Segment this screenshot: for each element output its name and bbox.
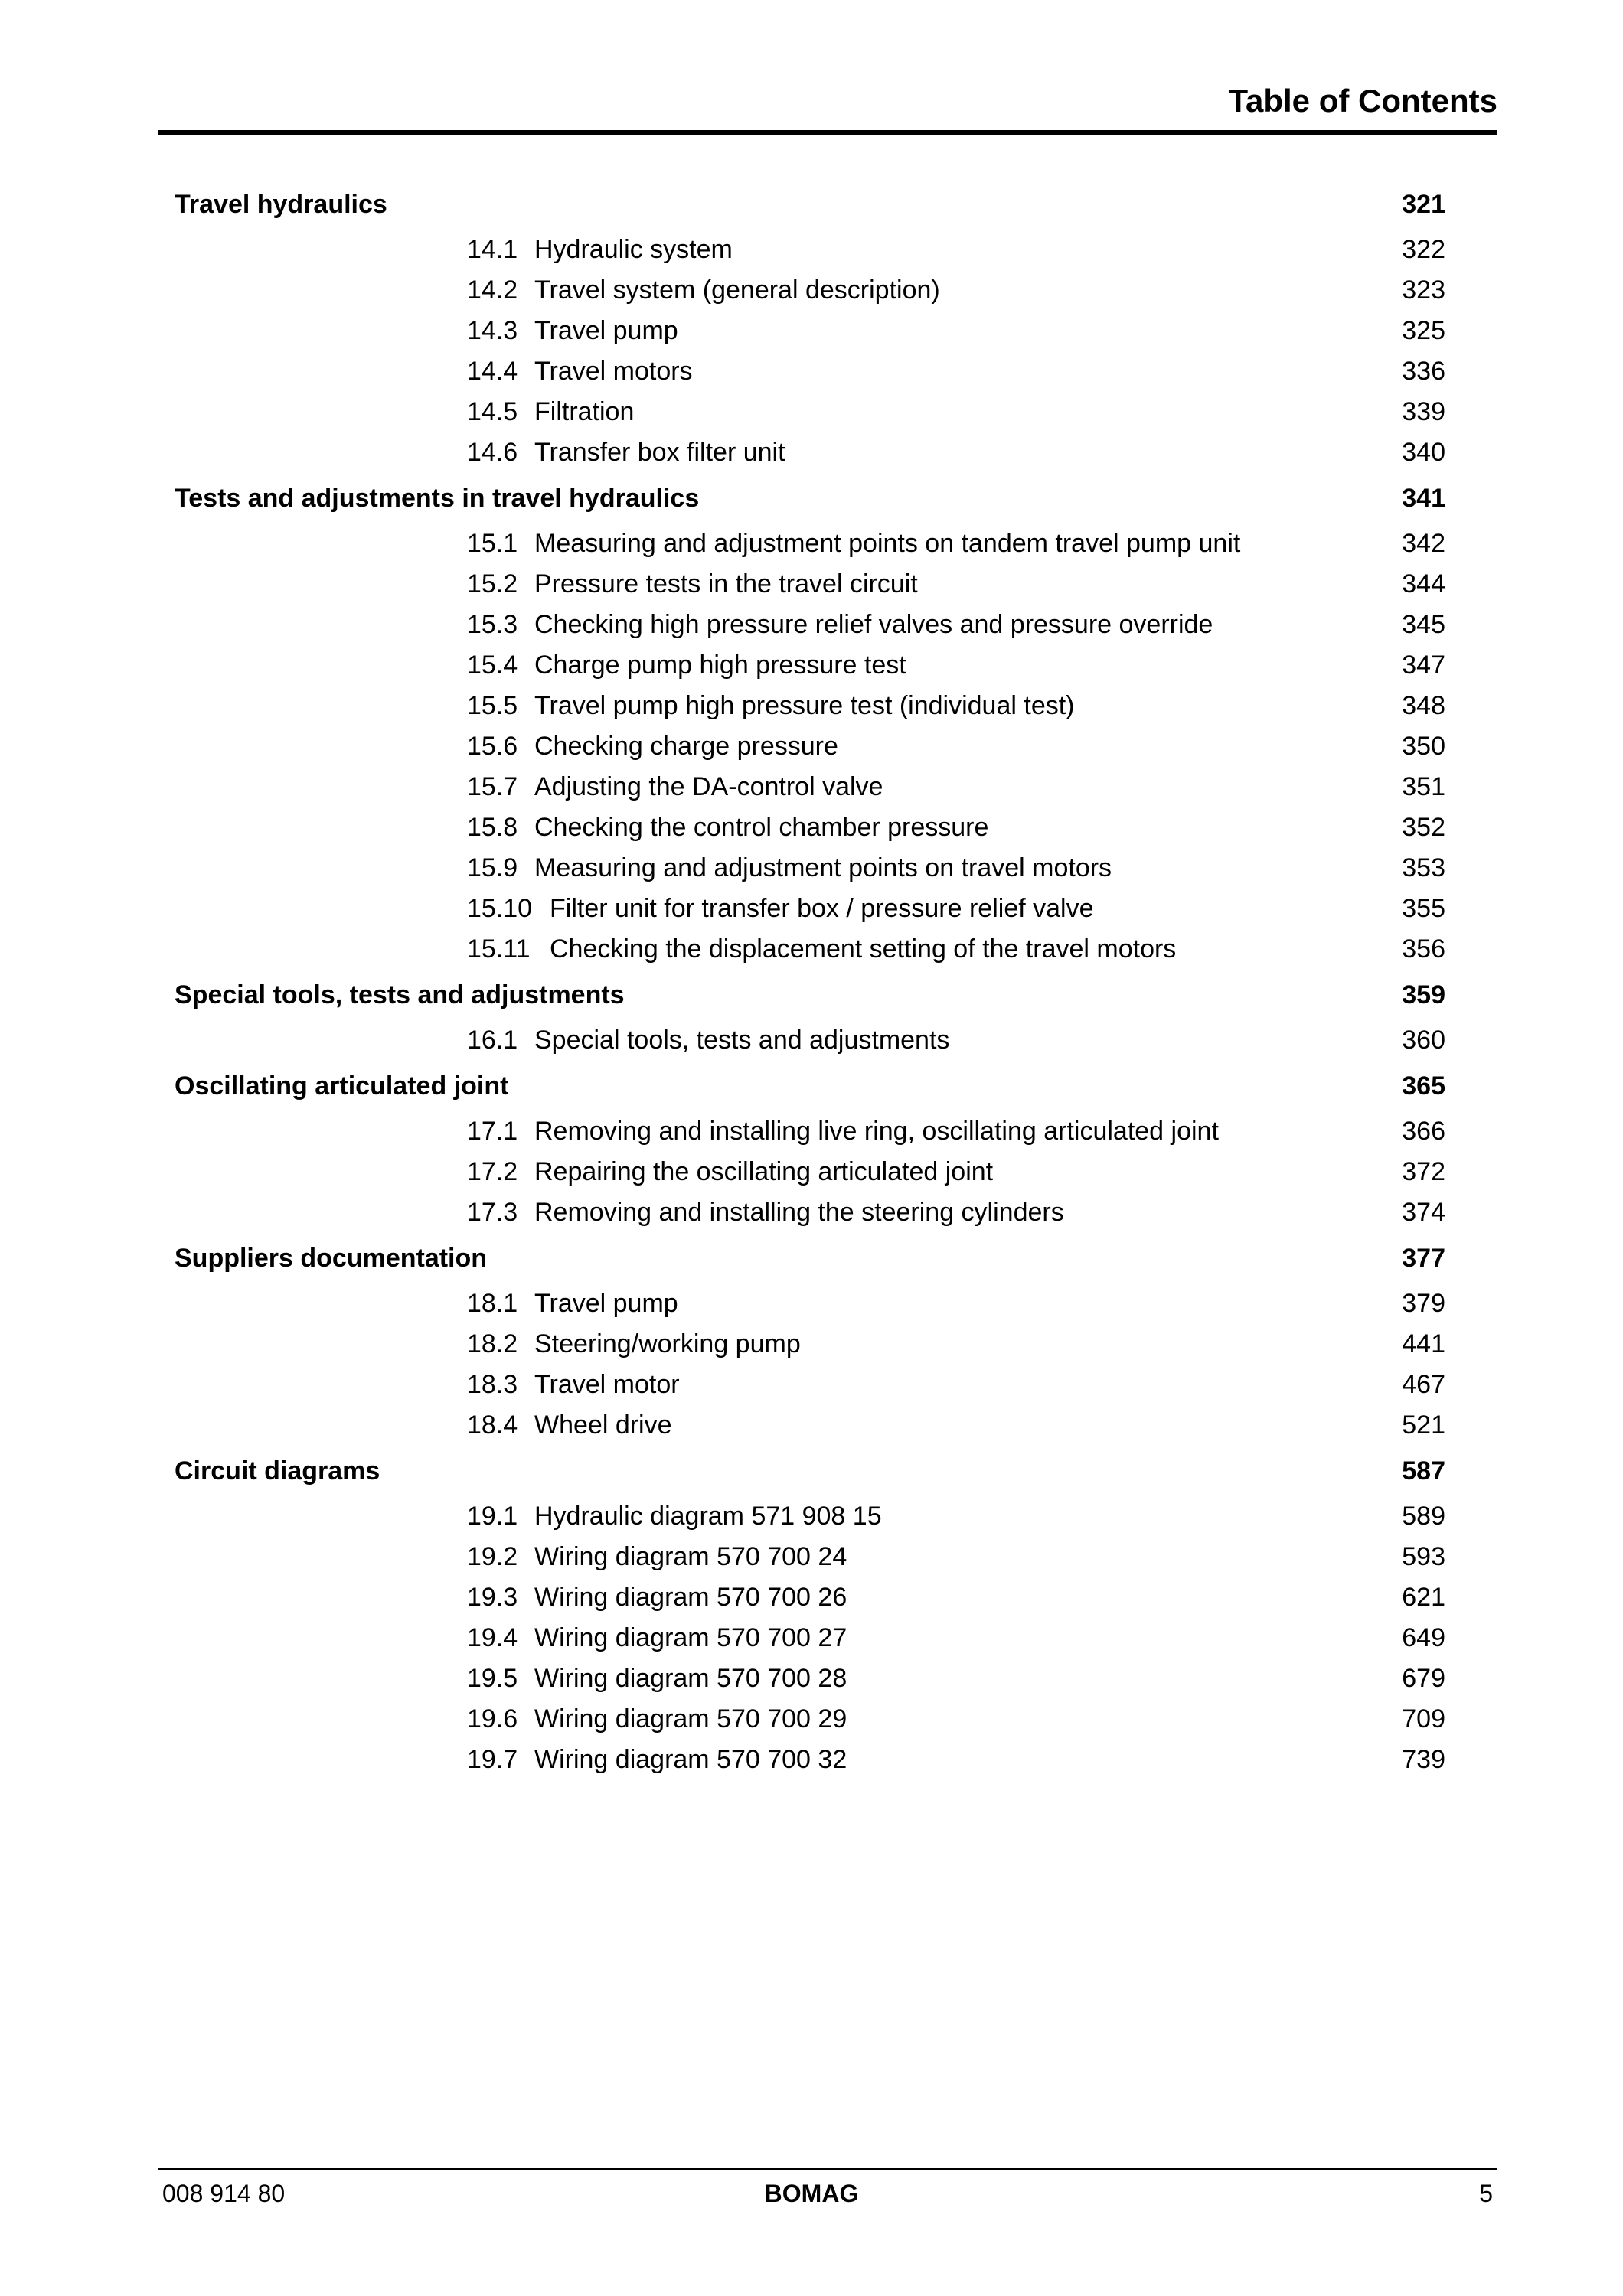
toc-section-number: 15.2 xyxy=(467,569,518,598)
toc-section[interactable] xyxy=(175,523,1445,564)
toc-section-number: 18.2 xyxy=(467,1329,518,1358)
toc-section-page: 323 xyxy=(1402,276,1445,305)
table-of-contents xyxy=(175,184,1445,1780)
toc-section-number: 17.2 xyxy=(467,1157,518,1186)
toc-section-page: 649 xyxy=(1402,1623,1445,1652)
toc-section-title: Measuring and adjustment points on travel motors xyxy=(534,853,1112,882)
toc-section-number: 19.3 xyxy=(467,1583,518,1612)
toc-section-number: 18.1 xyxy=(467,1289,518,1318)
toc-section[interactable] xyxy=(175,392,1445,432)
toc-section[interactable] xyxy=(175,1658,1445,1699)
toc-section[interactable] xyxy=(175,645,1445,686)
toc-section-number: 15.3 xyxy=(467,610,518,639)
toc-section[interactable] xyxy=(175,351,1445,392)
toc-section-title: Wiring diagram 570 700 28 xyxy=(534,1664,847,1693)
toc-chapter-title: Special tools, tests and adjustments xyxy=(175,980,625,1009)
toc-section-title: Checking the control chamber pressure xyxy=(534,813,989,842)
toc-section-title: Checking the displacement setting of the travel motors xyxy=(550,934,1177,964)
toc-section-title: Hydraulic system xyxy=(534,235,733,264)
toc-section-number: 14.2 xyxy=(467,276,518,305)
toc-section-page: 342 xyxy=(1402,529,1445,558)
toc-section-title: Checking high pressure relief valves and pressure override xyxy=(534,610,1213,639)
toc-section-title: Travel pump high pressure test (individual test) xyxy=(534,691,1075,720)
toc-section[interactable] xyxy=(175,1365,1445,1405)
page-number: 5 xyxy=(1479,2180,1493,2207)
toc-section[interactable] xyxy=(175,726,1445,767)
toc-section-title: Filtration xyxy=(534,397,635,426)
toc-section-page: 345 xyxy=(1402,610,1445,639)
toc-section-number: 15.9 xyxy=(467,853,518,882)
toc-chapter[interactable] xyxy=(175,974,1445,1016)
toc-section-title: Wheel drive xyxy=(534,1411,672,1440)
toc-section-number: 18.3 xyxy=(467,1370,518,1399)
toc-section-title: Special tools, tests and adjustments xyxy=(534,1026,950,1055)
toc-section-page: 709 xyxy=(1402,1704,1445,1733)
toc-section-number: 17.1 xyxy=(467,1117,518,1146)
toc-section[interactable] xyxy=(175,1577,1445,1618)
toc-section-title: Transfer box filter unit xyxy=(534,438,785,467)
toc-chapter[interactable] xyxy=(175,184,1445,225)
toc-section-number: 17.3 xyxy=(467,1198,518,1227)
document-number: 008 914 80 xyxy=(162,2180,286,2207)
toc-section-number: 15.4 xyxy=(467,651,518,680)
toc-section-number: 14.4 xyxy=(467,357,518,386)
toc-section-title: Travel motor xyxy=(534,1370,680,1399)
toc-section-number: 15.7 xyxy=(467,772,518,801)
toc-chapter-title: Circuit diagrams xyxy=(175,1456,380,1486)
toc-section-title: Steering/working pump xyxy=(534,1329,801,1358)
toc-section-title: Measuring and adjustment points on tandem travel pump unit xyxy=(534,529,1241,558)
toc-chapter-page: 341 xyxy=(1402,484,1445,513)
toc-section-page: 593 xyxy=(1402,1542,1445,1571)
toc-section-page: 351 xyxy=(1402,772,1445,801)
toc-chapter-page: 377 xyxy=(1402,1244,1445,1273)
toc-section[interactable] xyxy=(175,1537,1445,1577)
toc-section[interactable] xyxy=(175,1283,1445,1324)
toc-section[interactable] xyxy=(175,686,1445,726)
toc-section-title: Travel system (general description) xyxy=(534,276,940,305)
toc-section-title: Hydraulic diagram 571 908 15 xyxy=(534,1502,882,1531)
toc-section[interactable] xyxy=(175,1152,1445,1192)
toc-section-number: 15.10 xyxy=(467,894,533,923)
toc-section-number: 19.1 xyxy=(467,1502,518,1531)
brand-name: BOMAG xyxy=(764,2180,859,2207)
toc-section[interactable] xyxy=(175,1324,1445,1365)
toc-section-title: Wiring diagram 570 700 24 xyxy=(534,1542,847,1571)
toc-section[interactable] xyxy=(175,807,1445,848)
toc-section-page: 353 xyxy=(1402,853,1445,882)
toc-section-title: Removing and installing live ring, oscillating articulated joint xyxy=(534,1117,1219,1146)
toc-section-number: 15.8 xyxy=(467,813,518,842)
toc-section-number: 14.3 xyxy=(467,316,518,345)
toc-section-page: 340 xyxy=(1402,438,1445,467)
toc-section-page: 589 xyxy=(1402,1502,1445,1531)
toc-section-number: 14.1 xyxy=(467,235,518,264)
toc-section-title: Charge pump high pressure test xyxy=(534,651,906,680)
toc-chapter-page: 587 xyxy=(1402,1456,1445,1486)
toc-section[interactable] xyxy=(175,1405,1445,1446)
toc-section-number: 19.6 xyxy=(467,1704,518,1733)
header-rule xyxy=(158,130,1497,135)
toc-section-page: 372 xyxy=(1402,1157,1445,1186)
toc-section-title: Pressure tests in the travel circuit xyxy=(534,569,918,598)
toc-section-page: 379 xyxy=(1402,1289,1445,1318)
toc-section[interactable] xyxy=(175,605,1445,645)
toc-section-number: 18.4 xyxy=(467,1411,518,1440)
toc-section-title: Checking charge pressure xyxy=(534,732,838,761)
toc-section-page: 325 xyxy=(1402,316,1445,345)
toc-chapter-title: Oscillating articulated joint xyxy=(175,1071,509,1101)
toc-section-number: 19.7 xyxy=(467,1745,518,1774)
toc-section-page: 350 xyxy=(1402,732,1445,761)
toc-section[interactable] xyxy=(175,1618,1445,1658)
toc-chapter[interactable] xyxy=(175,478,1445,519)
toc-section[interactable] xyxy=(175,311,1445,351)
toc-section[interactable] xyxy=(175,1111,1445,1152)
toc-section-page: 347 xyxy=(1402,651,1445,680)
toc-section[interactable] xyxy=(175,767,1445,807)
toc-section-page: 366 xyxy=(1402,1117,1445,1146)
toc-section-number: 15.11 xyxy=(467,934,531,964)
toc-section-title: Adjusting the DA-control valve xyxy=(534,772,883,801)
toc-section[interactable] xyxy=(175,432,1445,473)
toc-section-page: 348 xyxy=(1402,691,1445,720)
toc-section-page: 339 xyxy=(1402,397,1445,426)
toc-section-page: 336 xyxy=(1402,357,1445,386)
toc-section-number: 16.1 xyxy=(467,1026,518,1055)
toc-section[interactable] xyxy=(175,1699,1445,1740)
toc-section-page: 355 xyxy=(1402,894,1445,923)
toc-section-page: 360 xyxy=(1402,1026,1445,1055)
toc-section-number: 14.5 xyxy=(467,397,518,426)
toc-chapter-title: Travel hydraulics xyxy=(175,190,387,219)
toc-section[interactable] xyxy=(175,1020,1445,1061)
toc-section[interactable] xyxy=(175,929,1445,970)
toc-section-title: Travel pump xyxy=(534,1289,678,1318)
toc-section-title: Wiring diagram 570 700 26 xyxy=(534,1583,847,1612)
toc-section[interactable] xyxy=(175,564,1445,605)
toc-section-page: 441 xyxy=(1402,1329,1445,1358)
toc-section-title: Wiring diagram 570 700 32 xyxy=(534,1745,847,1774)
toc-chapter-title: Tests and adjustments in travel hydraulics xyxy=(175,484,700,513)
toc-section-number: 15.5 xyxy=(467,691,518,720)
toc-section-number: 15.1 xyxy=(467,529,518,558)
toc-section-page: 621 xyxy=(1402,1583,1445,1612)
toc-section-page: 356 xyxy=(1402,934,1445,964)
toc-chapter-title: Suppliers documentation xyxy=(175,1244,488,1273)
toc-section-page: 521 xyxy=(1402,1411,1445,1440)
toc-section-number: 14.6 xyxy=(467,438,518,467)
toc-chapter-page: 365 xyxy=(1402,1071,1445,1101)
toc-section[interactable] xyxy=(175,230,1445,270)
toc-section[interactable] xyxy=(175,1740,1445,1780)
toc-section-title: Wiring diagram 570 700 27 xyxy=(534,1623,847,1652)
toc-section-page: 679 xyxy=(1402,1664,1445,1693)
toc-section-title: Travel motors xyxy=(534,357,693,386)
toc-section-number: 19.2 xyxy=(467,1542,518,1571)
toc-section-page: 344 xyxy=(1402,569,1445,598)
toc-section-number: 19.4 xyxy=(467,1623,518,1652)
toc-section-number: 19.5 xyxy=(467,1664,518,1693)
toc-section[interactable] xyxy=(175,1192,1445,1233)
toc-section[interactable] xyxy=(175,848,1445,889)
toc-section-title: Wiring diagram 570 700 29 xyxy=(534,1704,847,1733)
toc-section-title: Travel pump xyxy=(534,316,678,345)
page-title: Table of Contents xyxy=(1228,83,1497,119)
toc-chapter-page: 321 xyxy=(1402,190,1445,219)
toc-chapter[interactable] xyxy=(175,1065,1445,1107)
toc-section-page: 322 xyxy=(1402,235,1445,264)
toc-section-page: 374 xyxy=(1402,1198,1445,1227)
toc-section[interactable] xyxy=(175,1496,1445,1537)
toc-chapter-page: 359 xyxy=(1402,980,1445,1009)
toc-section-page: 467 xyxy=(1402,1370,1445,1399)
toc-chapter[interactable] xyxy=(175,1238,1445,1279)
footer-rule xyxy=(158,2168,1497,2170)
toc-chapter[interactable] xyxy=(175,1450,1445,1492)
toc-section[interactable] xyxy=(175,270,1445,311)
toc-section-page: 352 xyxy=(1402,813,1445,842)
toc-section-title: Repairing the oscillating articulated joint xyxy=(534,1157,994,1186)
toc-section-title: Filter unit for transfer box / pressure relief valve xyxy=(550,894,1094,923)
toc-section[interactable] xyxy=(175,889,1445,929)
toc-section-number: 15.6 xyxy=(467,732,518,761)
toc-section-page: 739 xyxy=(1402,1745,1445,1774)
toc-section-title: Removing and installing the steering cylinders xyxy=(534,1198,1064,1227)
